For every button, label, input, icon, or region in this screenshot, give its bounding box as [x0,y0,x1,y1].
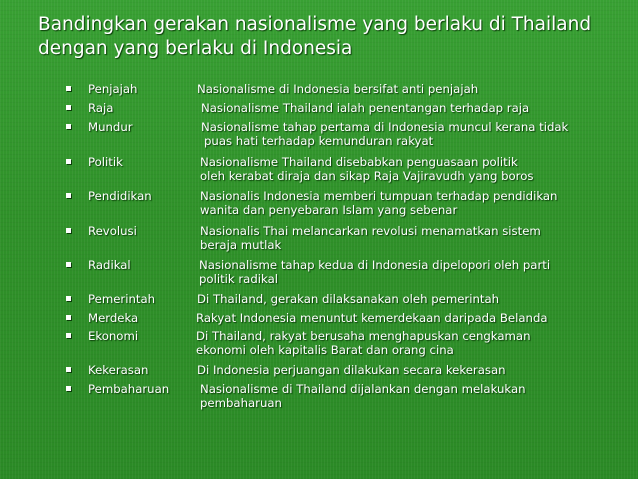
description-line: beraja mutlak [200,238,282,252]
description-line: Nasionalisme tahap kedua di Indonesia dipelopori oleh parti [199,258,551,272]
description-line: Nasionalisme di Thailand dijalankan dengan melakukan [200,382,526,396]
bullet-icon [66,124,71,129]
bullet-icon [66,193,71,198]
slide-title-line-2: dengan yang berlaku di Indonesia [38,38,353,59]
bullet-icon [66,333,71,338]
bullet-icon [66,386,71,391]
term-label: Pemerintah [88,292,156,306]
description [201,101,529,115]
description [201,120,568,148]
bullet-icon [66,159,71,164]
slide-title-line-1: Bandingkan gerakan nasionalisme yang berlaku di Thailand [38,14,592,35]
term-label: Merdeka [88,311,139,325]
description-line: Nasionalis Indonesia memberi tumpuan terhadap pendidikan [200,189,558,203]
description-line: Nasionalisme tahap pertama di Indonesia muncul kerana tidak [201,120,569,134]
description [200,382,526,410]
description-line: politik radikal [199,272,278,286]
term-label: Raja [88,101,114,115]
description-line: oleh kerabat diraja dan sikap Raja Vajiravudh yang boros [200,169,534,183]
description-line: Nasionalis Thai melancarkan revolusi menamatkan sistem [200,224,541,238]
description [197,363,506,377]
description-line: ekonomi oleh kapitalis Barat dan orang cina [196,343,454,357]
term-label: Radikal [88,258,131,272]
bullet-icon [66,296,71,301]
term-label: Ekonomi [88,329,139,343]
description [197,292,499,306]
description-line: Di Thailand, rakyat berusaha menghapuskan cengkaman [196,329,531,343]
description-line: pembaharuan [200,396,282,410]
description-line: puas hati terhadap kemunduran rakyat [204,134,434,148]
description [196,311,548,325]
term-label: Mundur [88,120,133,134]
bullet-icon [66,105,71,110]
description-line: wanita dan penyebaran Islam yang sebenar [200,203,458,217]
description-line: Nasionalisme Thailand ialah penentangan terhadap raja [201,101,530,115]
term-label: Pembaharuan [88,382,170,396]
description [197,82,478,96]
bullet-icon [66,228,71,233]
bullet-icon [66,262,71,267]
description [200,189,557,217]
description-line: Di Thailand, gerakan dilaksanakan oleh pemerintah [197,292,500,306]
description-line: Rakyat Indonesia menuntut kemerdekaan daripada Belanda [196,311,548,325]
description [200,155,533,183]
description [196,329,531,357]
description-line: Nasionalisme di Indonesia bersifat anti penjajah [197,82,479,96]
term-label: Pendidikan [88,189,152,203]
description [200,224,541,252]
term-label: Politik [88,155,123,169]
description [199,258,550,286]
term-label: Revolusi [88,224,137,238]
bullet-icon [66,367,71,372]
description-line: Di Indonesia perjuangan dilakukan secara kekerasan [197,363,506,377]
description-line: Nasionalisme Thailand disebabkan penguasaan politik [200,155,518,169]
bullet-icon [66,86,71,91]
term-label: Penjajah [88,82,138,96]
bullet-icon [66,315,71,320]
term-label: Kekerasan [88,363,149,377]
